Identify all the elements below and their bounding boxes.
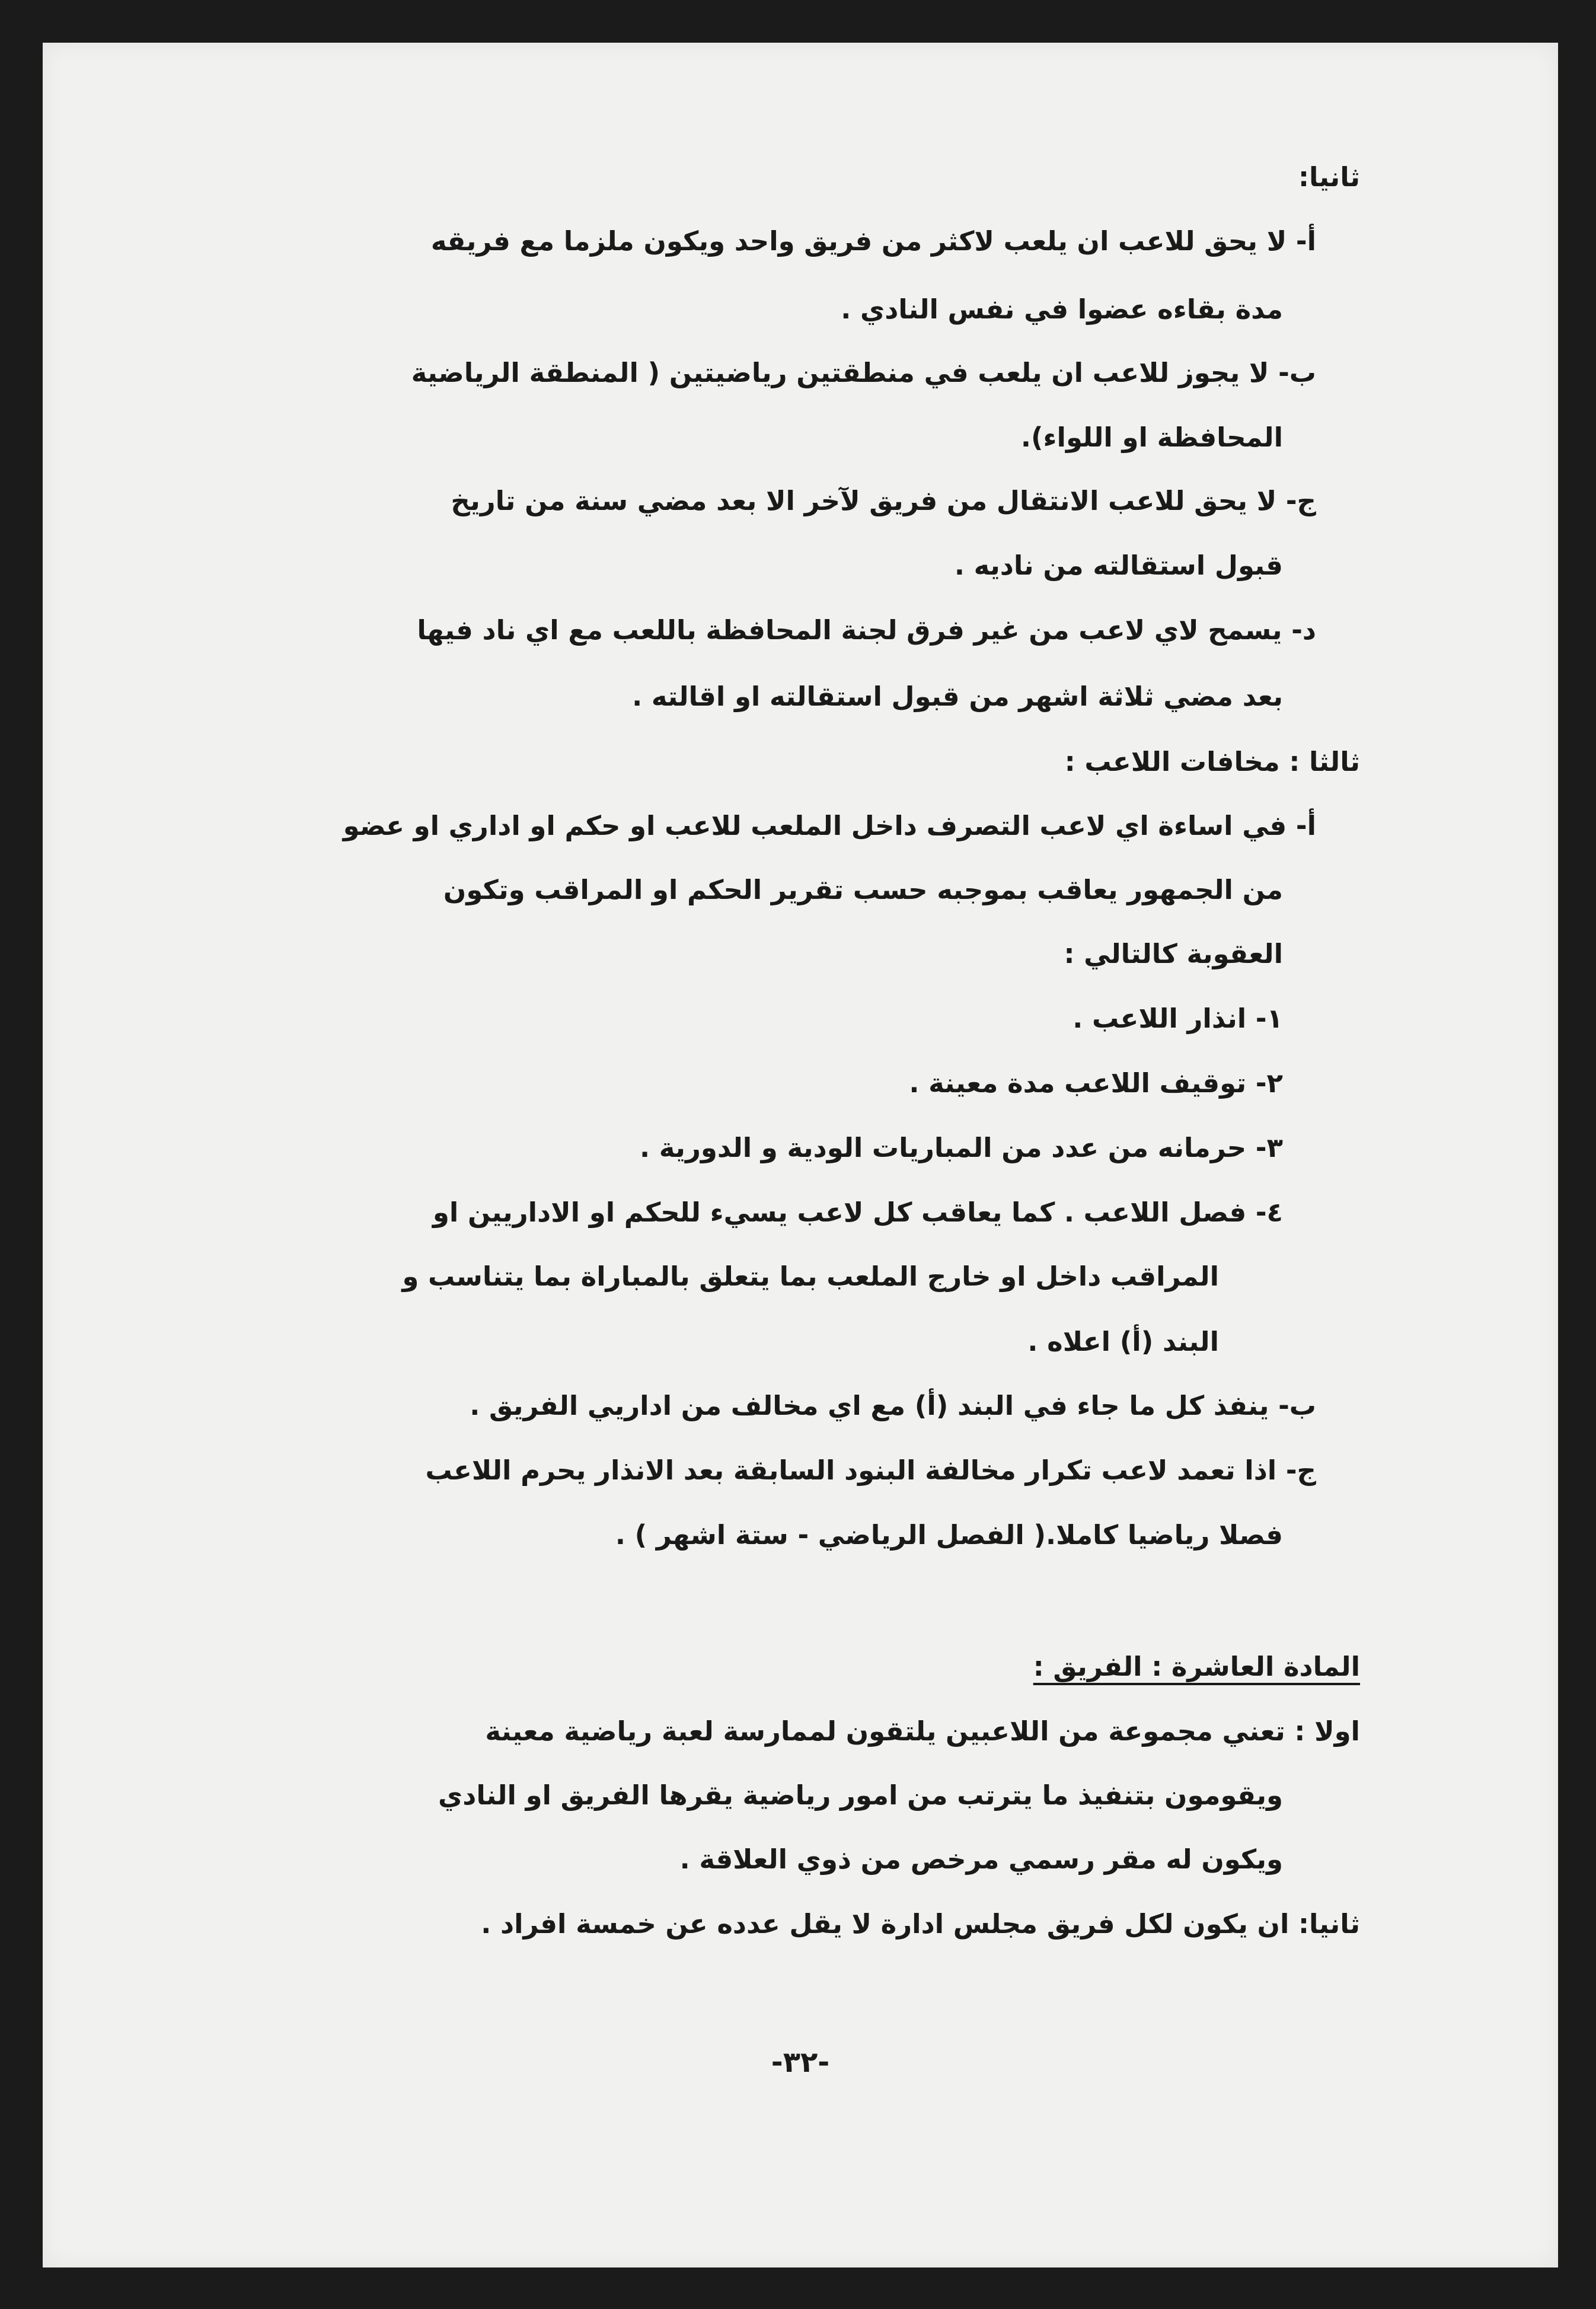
penalty-4-line-1: ٤- فصل اللاعب . كما يعاقب كل لاعب يسيء للحكم او الاداريين او — [432, 1197, 1283, 1228]
violation-a-line-2: من الجمهور يعاقب بموجبه حسب تقرير الحكم او المراقب وتكون — [443, 874, 1283, 905]
clause-b-line-2: المحافظة او اللواء). — [1020, 422, 1283, 453]
article-ten-first-line-1: اولا : تعني مجموعة من اللاعبين يلتقون لممارسة لعبة رياضية معينة — [485, 1715, 1360, 1747]
violation-a-line-1: أ- في اساءة اي لاعب التصرف داخل الملعب للاعب او حكم او اداري او عضو — [343, 810, 1316, 841]
penalty-4-line-3: البند (أ) اعلاه . — [1027, 1326, 1219, 1357]
violation-c-line-2: فصلا رياضيا كاملا.( الفصل الرياضي - ستة اشهر ) . — [615, 1519, 1283, 1551]
clause-a-line-2: مدة بقاءه عضوا في نفس النادي . — [841, 294, 1283, 325]
article-ten-first-line-3: ويكون له مقر رسمي مرخص من ذوي العلاقة . — [679, 1844, 1283, 1875]
penalty-4-line-2: المراقب داخل او خارج الملعب بما يتعلق بالمباراة بما يتناسب و — [402, 1261, 1219, 1292]
page-number: -٣٢- — [771, 2046, 830, 2079]
violation-b: ب- ينفذ كل ما جاء في البند (أ) مع اي مخالف من اداريي الفريق . — [470, 1390, 1316, 1421]
clause-d-line-2: بعد مضي ثلاثة اشهر من قبول استقالته او اقالته . — [632, 681, 1283, 712]
clause-d-line-1: د- يسمح لاي لاعب من غير فرق لجنة المحافظة باللعب مع اي ناد فيها — [417, 614, 1316, 646]
article-ten-heading: المادة العاشرة : الفريق : — [1033, 1651, 1360, 1682]
article-ten-second: ثانيا: ان يكون لكل فريق مجلس ادارة لا يقل عدده عن خمسة افراد . — [481, 1908, 1360, 1940]
section-heading-second: ثانيا: — [1298, 161, 1360, 193]
clause-c-line-1: ج- لا يحق للاعب الانتقال من فريق لآخر الا بعد مضي سنة من تاريخ — [451, 485, 1316, 516]
violation-a-line-3: العقوبة كالتالي : — [1064, 938, 1283, 969]
clause-c-line-2: قبول استقالته من ناديه . — [954, 550, 1283, 581]
violation-c-line-1: ج- اذا تعمد لاعب تكرار مخالفة البنود السابقة بعد الانذار يحرم اللاعب — [425, 1455, 1316, 1486]
clause-a-line-1: أ- لا يحق للاعب ان يلعب لاكثر من فريق واحد ويكون ملزما مع فريقه — [430, 225, 1316, 257]
penalty-1: ١- انذار اللاعب . — [1072, 1003, 1283, 1034]
section-heading-third: ثالثا : مخافات اللاعب : — [1064, 746, 1360, 777]
penalty-3: ٣- حرمانه من عدد من المباريات الودية و الدورية . — [640, 1132, 1283, 1163]
penalty-2: ٢- توقيف اللاعب مدة معينة . — [909, 1067, 1283, 1099]
article-ten-first-line-2: ويقومون بتنفيذ ما يترتب من امور رياضية يقرها الفريق او النادي — [438, 1779, 1283, 1811]
clause-b-line-1: ب- لا يجوز للاعب ان يلعب في منطقتين رياضيتين ( المنطقة الرياضية — [411, 357, 1316, 388]
